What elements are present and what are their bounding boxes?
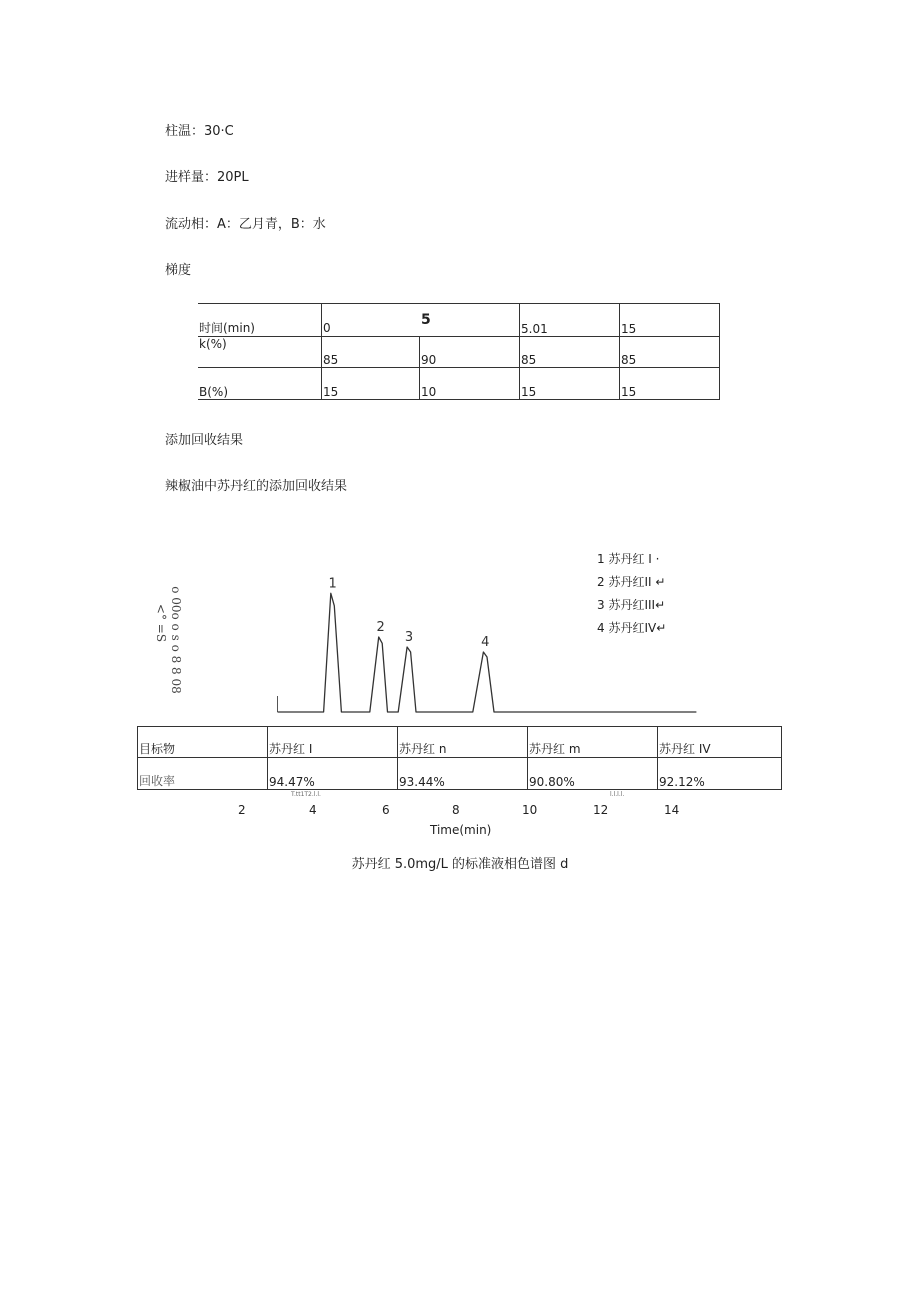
chart-legend [597,550,666,642]
y-axis-label: o 00o o s o 8 8 08 [169,586,183,694]
injection-volume: 进样量：20PL [165,170,249,185]
table-cell: 10 [420,368,520,400]
x-tick-label: 12 [593,803,609,817]
table-cell: 5.01 [520,304,620,337]
x-tick-label: 14 [664,803,680,817]
table-cell: 苏丹红 IV [658,727,782,758]
x-tick-label: 2 [238,803,246,817]
table-cell [322,304,520,337]
x-tick-label: 4 [309,803,317,817]
table-cell: 85 [620,337,720,368]
peak-label: 4 [481,635,490,650]
table-cell: 90.80% [528,758,658,790]
gradient-row-a [198,337,720,368]
x-tick-label: 6 [382,803,390,817]
stray-marks: l.l.l.l. [610,791,625,798]
table-cell: 苏丹红 m [528,727,658,758]
gradient-row-b [198,368,720,400]
table-cell: 94.47% [268,758,398,790]
recovery-row-header [138,727,782,758]
y-axis-glyphs: <° =S [154,603,168,643]
table-cell: 目标物 [138,727,268,758]
table-cell-text: 0 [323,321,331,335]
table-cell: 90 [420,337,520,368]
gradient-label: 梯度 [165,263,192,278]
table-cell: 93.44% [398,758,528,790]
table-cell: 15 [520,368,620,400]
mobile-phase: 流动相：A：乙月青，B：水 [165,217,326,232]
table-cell: k(%) [198,337,322,368]
chromatogram [0,540,920,730]
table-cell: 15 [620,368,720,400]
recovery-row-values [138,758,782,790]
legend-item: 4 苏丹红IV↵ [597,621,667,635]
peak-label: 1 [328,576,337,592]
x-axis-label: Time(min) [430,823,492,837]
stray-marks: T.tt1T2.l.l. [291,791,321,798]
table-cell: 苏丹红 n [398,727,528,758]
x-tick-label: 10 [522,803,538,817]
table-cell: 时间(min) [198,304,322,337]
recovery-table [137,726,782,790]
legend-item: 1 苏丹红 I · [597,552,660,566]
table-cell: 苏丹红 I [268,727,398,758]
x-tick-label: 8 [452,803,460,817]
table-cell-bold: 5 [421,312,431,328]
table-cell: 92.12% [658,758,782,790]
legend-item: 3 苏丹红III↵ [597,598,666,612]
peak-label: 3 [404,630,414,645]
section-title: 添加回收结果 [165,433,244,448]
subsection-title: 辣椒油中苏丹红的添加回收结果 [165,479,348,494]
figure-caption: 苏丹红 5.0mg/L 的标准液相色谱图 d [351,857,569,872]
gradient-table [198,303,720,400]
table-cell: B(%) [198,368,322,400]
table-cell: 15 [322,368,420,400]
legend-item: 2 苏丹红II ↵ [597,575,666,589]
table-cell: 85 [322,337,420,368]
table-cell: 15 [620,304,720,337]
column-temperature: 柱温：30·C [165,124,234,139]
gradient-row-time [198,304,720,337]
table-cell: 回收率 [138,758,268,790]
peak-label: 2 [376,620,385,635]
table-cell: 85 [520,337,620,368]
